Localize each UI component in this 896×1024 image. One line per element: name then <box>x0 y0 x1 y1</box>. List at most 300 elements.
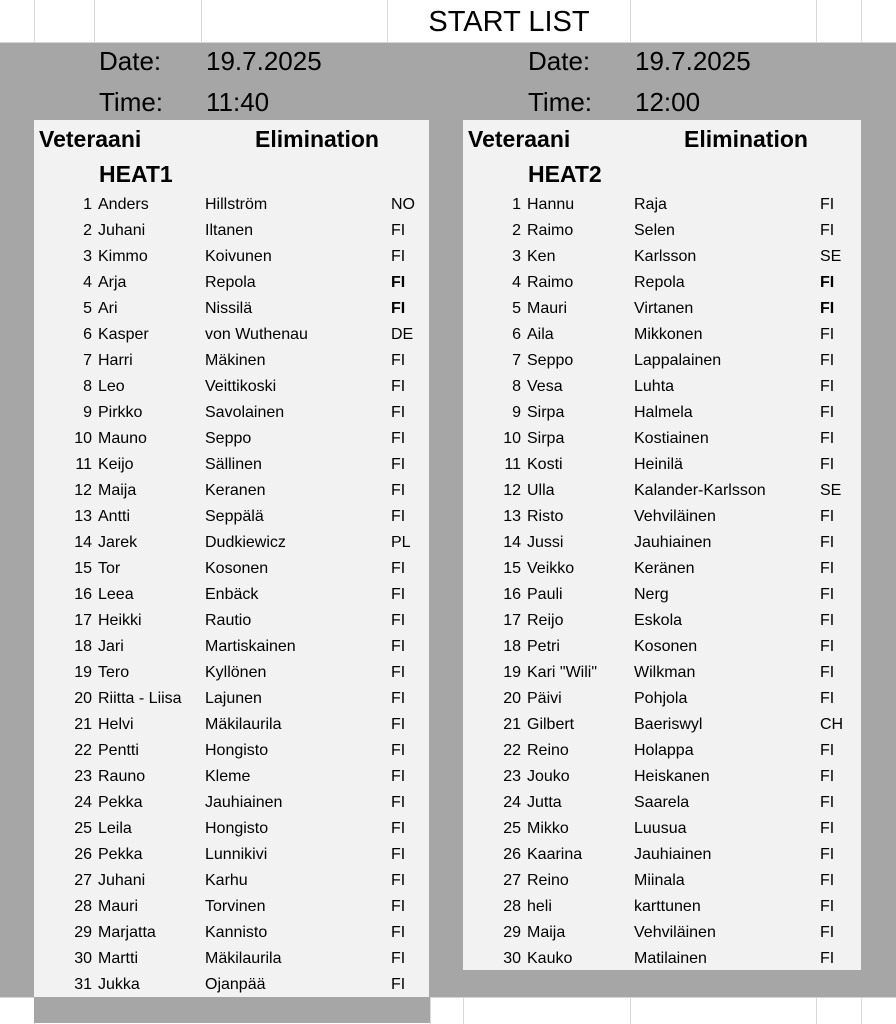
entry-row <box>463 296 861 322</box>
entry-row <box>34 400 429 426</box>
last-name: Iltanen <box>205 222 254 239</box>
first-name: Jarek <box>98 534 138 551</box>
entry-row <box>463 712 861 738</box>
first-name: Juhani <box>98 872 146 889</box>
last-name: Jauhiainen <box>634 534 712 551</box>
start-number: 11 <box>504 456 521 473</box>
last-name: Karlsson <box>634 248 697 265</box>
country-code: FI <box>820 222 835 239</box>
country-code: FI <box>391 716 406 733</box>
start-number: 16 <box>74 586 92 603</box>
first-name: heli <box>527 898 552 915</box>
entry-row <box>463 686 861 712</box>
grid-line <box>816 998 817 1024</box>
entry-row <box>34 244 429 270</box>
entry-row <box>34 842 429 868</box>
country-code: FI <box>820 950 835 967</box>
country-code: FI <box>391 248 406 265</box>
country-code: FI <box>391 456 406 473</box>
start-number: 11 <box>75 456 92 473</box>
country-code: FI <box>391 924 406 941</box>
first-name: Leea <box>98 586 134 603</box>
start-number: 20 <box>74 690 92 707</box>
country-code: FI <box>820 612 835 629</box>
first-name: Kosti <box>527 456 563 473</box>
start-number: 5 <box>512 300 521 317</box>
last-name: Saarela <box>634 794 690 811</box>
country-code: FI <box>391 612 406 629</box>
last-name: Hongisto <box>205 820 269 837</box>
first-name: Ken <box>527 248 556 265</box>
heat2-date-label: Date: <box>528 46 591 76</box>
country-code: FI <box>391 742 406 759</box>
entry-row <box>34 686 429 712</box>
last-name: Holappa <box>634 742 694 759</box>
start-number: 2 <box>512 222 521 239</box>
start-number: 23 <box>503 768 521 785</box>
grid-line <box>34 0 35 42</box>
last-name: Selen <box>634 222 675 239</box>
entry-row <box>34 322 429 348</box>
start-number: 7 <box>512 352 521 369</box>
start-number: 24 <box>74 794 92 811</box>
entry-row <box>34 218 429 244</box>
start-number: 13 <box>503 508 521 525</box>
first-name: Kaarina <box>527 846 583 863</box>
grid-line <box>430 998 431 1024</box>
first-name: Seppo <box>527 352 574 369</box>
last-name: Miinala <box>634 872 685 889</box>
heat2-panel <box>463 120 861 970</box>
country-code: FI <box>391 690 406 707</box>
entry-row <box>463 374 861 400</box>
heat2-time: 12:00 <box>635 87 701 117</box>
last-name: Kyllönen <box>205 664 267 681</box>
first-name: Maija <box>98 482 137 499</box>
country-code: FI <box>391 768 406 785</box>
last-name: Baeriswyl <box>634 716 703 733</box>
first-name: Sirpa <box>527 430 565 447</box>
start-number: 18 <box>503 638 521 655</box>
start-number: 26 <box>503 846 521 863</box>
entry-row <box>34 374 429 400</box>
first-name: Raimo <box>527 274 574 291</box>
entry-row <box>34 556 429 582</box>
heat1-round: Elimination <box>255 126 379 152</box>
last-name: Rautio <box>205 612 252 629</box>
last-name: Pohjola <box>634 690 688 707</box>
page-title: START LIST <box>428 6 590 38</box>
country-code: FI <box>820 404 835 421</box>
start-number: 15 <box>503 560 521 577</box>
entry-row <box>34 192 429 218</box>
last-name: Repola <box>634 274 685 291</box>
entry-row <box>463 894 861 920</box>
start-number: 27 <box>503 872 521 889</box>
country-code: FI <box>820 768 835 785</box>
last-name: Enbäck <box>205 586 259 603</box>
start-number: 22 <box>503 742 521 759</box>
start-number: 7 <box>83 352 92 369</box>
first-name: Tor <box>98 560 121 577</box>
entry-row <box>463 738 861 764</box>
first-name: Petri <box>527 638 560 655</box>
country-code: FI <box>391 508 406 525</box>
heat2-entries <box>463 192 861 972</box>
entry-row <box>463 634 861 660</box>
country-code: NO <box>391 196 415 213</box>
first-name: Arja <box>98 274 127 291</box>
start-number: 31 <box>74 976 92 993</box>
country-code: FI <box>820 560 835 577</box>
country-code: FI <box>820 534 835 551</box>
grid-line <box>630 0 631 42</box>
last-name: Kannisto <box>205 924 268 941</box>
last-name: karttunen <box>634 898 701 915</box>
first-name: Heikki <box>98 612 142 629</box>
first-name: Leo <box>98 378 125 395</box>
start-number: 28 <box>503 898 521 915</box>
start-number: 14 <box>503 534 521 551</box>
country-code: SE <box>820 248 842 265</box>
last-name: Keränen <box>634 560 695 577</box>
first-name: Kauko <box>527 950 573 967</box>
last-name: Wilkman <box>634 664 696 681</box>
first-name: Reino <box>527 872 569 889</box>
country-code: FI <box>820 196 835 213</box>
last-name: Repola <box>205 274 256 291</box>
first-name: Maija <box>527 924 566 941</box>
heat2-title: HEAT2 <box>528 161 602 187</box>
country-code: FI <box>820 638 835 655</box>
entry-row <box>34 946 429 972</box>
last-name: Mäkilaurila <box>205 716 282 733</box>
entry-row <box>463 608 861 634</box>
country-code: FI <box>391 898 406 915</box>
start-number: 9 <box>83 404 92 421</box>
first-name: Jussi <box>527 534 564 551</box>
entry-row <box>463 764 861 790</box>
entry-row <box>463 790 861 816</box>
last-name: Halmela <box>634 404 693 421</box>
start-number: 25 <box>503 820 521 837</box>
heat1-date-label: Date: <box>99 46 162 76</box>
last-name: Lappalainen <box>634 352 722 369</box>
first-name: Anders <box>98 196 149 213</box>
entry-row <box>34 348 429 374</box>
heat2-round: Elimination <box>684 126 808 152</box>
start-number: 14 <box>74 534 92 551</box>
country-code: FI <box>391 950 406 967</box>
entry-row <box>463 192 861 218</box>
last-name: Mäkinen <box>205 352 266 369</box>
entry-row <box>463 218 861 244</box>
entry-row <box>34 478 429 504</box>
country-code: FI <box>391 560 406 577</box>
start-number: 12 <box>503 482 521 499</box>
country-code: FI <box>820 430 835 447</box>
last-name: Jauhiainen <box>634 846 712 863</box>
last-name: Hillström <box>205 196 268 213</box>
start-number: 10 <box>503 430 521 447</box>
first-name: Pekka <box>98 846 143 863</box>
start-number: 8 <box>83 378 92 395</box>
last-name: Sällinen <box>205 456 262 473</box>
last-name: Koivunen <box>205 248 272 265</box>
first-name: Vesa <box>527 378 563 395</box>
first-name: Helvi <box>98 716 134 733</box>
last-name: Raja <box>634 196 667 213</box>
entry-row <box>463 244 861 270</box>
first-name: Juhani <box>98 222 146 239</box>
first-name: Martti <box>98 950 138 967</box>
country-code: FI <box>391 794 406 811</box>
start-number: 20 <box>503 690 521 707</box>
entry-row <box>34 894 429 920</box>
country-code: FI <box>820 742 835 759</box>
last-name: Torvinen <box>205 898 266 915</box>
country-code: FI <box>820 326 835 343</box>
first-name: Kari "Wili" <box>527 664 598 681</box>
start-number: 3 <box>83 248 92 265</box>
country-code: FI <box>391 820 406 837</box>
last-name: Kosonen <box>205 560 269 577</box>
country-code: FI <box>391 846 406 863</box>
entry-row <box>34 452 429 478</box>
first-name: Aila <box>527 326 554 343</box>
grid-line <box>816 0 817 42</box>
country-code: FI <box>820 690 835 707</box>
grid-line <box>463 998 464 1024</box>
country-code: FI <box>391 378 406 395</box>
last-name: Lajunen <box>205 690 262 707</box>
first-name: Kasper <box>98 326 149 343</box>
country-code: FI <box>820 508 835 525</box>
first-name: Hannu <box>527 196 575 213</box>
grid-line <box>94 0 95 42</box>
first-name: Ari <box>98 300 118 317</box>
country-code: FI <box>391 638 406 655</box>
first-name: Jari <box>98 638 124 655</box>
first-name: Jukka <box>98 976 140 993</box>
country-code: FI <box>820 794 835 811</box>
start-number: 6 <box>83 326 92 343</box>
start-number: 8 <box>512 378 521 395</box>
country-code: FI <box>391 586 406 603</box>
entry-row <box>463 478 861 504</box>
first-name: Marjatta <box>98 924 156 941</box>
heat2-time-label: Time: <box>528 87 593 117</box>
heat1-title: HEAT1 <box>99 161 173 187</box>
start-number: 23 <box>74 768 92 785</box>
entry-row <box>463 582 861 608</box>
last-name: Karhu <box>205 872 248 889</box>
start-number: 10 <box>74 430 92 447</box>
entry-row <box>34 868 429 894</box>
entry-row <box>463 452 861 478</box>
first-name: Sirpa <box>527 404 565 421</box>
first-name: Keijo <box>98 456 134 473</box>
entry-row <box>463 348 861 374</box>
country-code: FI <box>391 976 406 993</box>
heat1-date: 19.7.2025 <box>206 46 322 76</box>
entry-row <box>34 634 429 660</box>
heat2-category: Veteraani <box>468 126 571 152</box>
country-code: FI <box>820 872 835 889</box>
first-name: Pauli <box>527 586 563 603</box>
title-row <box>0 0 896 43</box>
first-name: Mauno <box>98 430 147 447</box>
start-number: 30 <box>74 950 92 967</box>
country-code: FI <box>391 430 406 447</box>
grid-line <box>861 0 862 42</box>
last-name: Veittikoski <box>205 378 277 395</box>
first-name: Mauri <box>98 898 139 915</box>
start-number: 25 <box>74 820 92 837</box>
entry-row <box>34 764 429 790</box>
entry-row <box>463 868 861 894</box>
last-name: Ojanpää <box>205 976 266 993</box>
country-code: CH <box>820 716 844 733</box>
entry-row <box>34 608 429 634</box>
first-name: Reijo <box>527 612 564 629</box>
start-number: 2 <box>83 222 92 239</box>
entry-row <box>463 426 861 452</box>
first-name: Kimmo <box>98 248 148 265</box>
start-number: 18 <box>74 638 92 655</box>
entry-row <box>463 400 861 426</box>
first-name: Pentti <box>98 742 139 759</box>
last-name: Heiskanen <box>634 768 710 785</box>
last-name: Luusua <box>634 820 687 837</box>
first-name: Pekka <box>98 794 143 811</box>
entry-row <box>34 920 429 946</box>
last-name: Seppälä <box>205 508 264 525</box>
start-number: 13 <box>74 508 92 525</box>
last-name: Jauhiainen <box>205 794 283 811</box>
start-number: 28 <box>74 898 92 915</box>
last-name: Dudkiewicz <box>205 534 286 551</box>
entry-row <box>34 972 429 998</box>
entry-row <box>463 660 861 686</box>
start-number: 27 <box>74 872 92 889</box>
last-name: Virtanen <box>634 300 694 317</box>
country-code: FI <box>820 274 835 291</box>
first-name: Leila <box>98 820 132 837</box>
entry-row <box>463 920 861 946</box>
entry-row <box>34 270 429 296</box>
first-name: Mauri <box>527 300 568 317</box>
heat1-panel <box>34 120 429 997</box>
entry-row <box>463 530 861 556</box>
first-name: Jouko <box>527 768 570 785</box>
entry-row <box>463 556 861 582</box>
entry-row <box>34 660 429 686</box>
start-number: 4 <box>83 274 92 291</box>
bottom-gray-cell <box>34 997 430 1023</box>
country-code: FI <box>820 924 835 941</box>
country-code: FI <box>391 872 406 889</box>
start-number: 12 <box>74 482 92 499</box>
last-name: Nerg <box>634 586 669 603</box>
first-name: Päivi <box>527 690 562 707</box>
last-name: Lunnikivi <box>205 846 268 863</box>
entry-row <box>34 504 429 530</box>
first-name: Gilbert <box>527 716 575 733</box>
start-number: 9 <box>512 404 521 421</box>
country-code: FI <box>391 300 406 317</box>
last-name: Mikkonen <box>634 326 703 343</box>
country-code: FI <box>820 300 835 317</box>
last-name: Kosonen <box>634 638 698 655</box>
first-name: Veikko <box>527 560 575 577</box>
first-name: Risto <box>527 508 564 525</box>
last-name: Seppo <box>205 430 252 447</box>
country-code: FI <box>820 820 835 837</box>
entry-row <box>463 842 861 868</box>
start-number: 29 <box>503 924 521 941</box>
entry-row <box>34 738 429 764</box>
start-number: 1 <box>83 196 92 213</box>
grid-line <box>630 998 631 1024</box>
heat1-entries <box>34 192 429 998</box>
entry-row <box>463 816 861 842</box>
entry-row <box>463 504 861 530</box>
last-name: Hongisto <box>205 742 269 759</box>
start-number: 24 <box>503 794 521 811</box>
country-code: FI <box>391 404 406 421</box>
start-number: 26 <box>74 846 92 863</box>
last-name: Keranen <box>205 482 266 499</box>
first-name: Harri <box>98 352 133 369</box>
entry-row <box>463 270 861 296</box>
first-name: Ulla <box>527 482 555 499</box>
country-code: FI <box>391 274 406 291</box>
last-name: Luhta <box>634 378 675 395</box>
country-code: DE <box>391 326 414 343</box>
grid-line <box>201 0 202 42</box>
country-code: FI <box>820 378 835 395</box>
start-number: 29 <box>74 924 92 941</box>
start-number: 3 <box>512 248 521 265</box>
last-name: Martiskainen <box>205 638 296 655</box>
heat1-time: 11:40 <box>206 87 270 117</box>
entry-row <box>34 296 429 322</box>
start-number: 21 <box>74 716 92 733</box>
start-number: 22 <box>74 742 92 759</box>
first-name: Antti <box>98 508 131 525</box>
last-name: Eskola <box>634 612 683 629</box>
first-name: Jutta <box>527 794 562 811</box>
last-name: von Wuthenau <box>205 326 308 343</box>
country-code: FI <box>820 586 835 603</box>
start-number: 6 <box>512 326 521 343</box>
start-number: 19 <box>503 664 521 681</box>
country-code: FI <box>820 352 835 369</box>
last-name: Vehviläinen <box>634 924 716 941</box>
start-number: 17 <box>503 612 521 629</box>
start-number: 15 <box>74 560 92 577</box>
last-name: Nissilä <box>205 300 253 317</box>
last-name: Savolainen <box>205 404 285 421</box>
heat2-date: 19.7.2025 <box>635 46 751 76</box>
country-code: FI <box>820 456 835 473</box>
entry-row <box>34 712 429 738</box>
entry-row <box>34 582 429 608</box>
last-name: Mäkilaurila <box>205 950 282 967</box>
first-name: Rauno <box>98 768 146 785</box>
country-code: FI <box>391 352 406 369</box>
